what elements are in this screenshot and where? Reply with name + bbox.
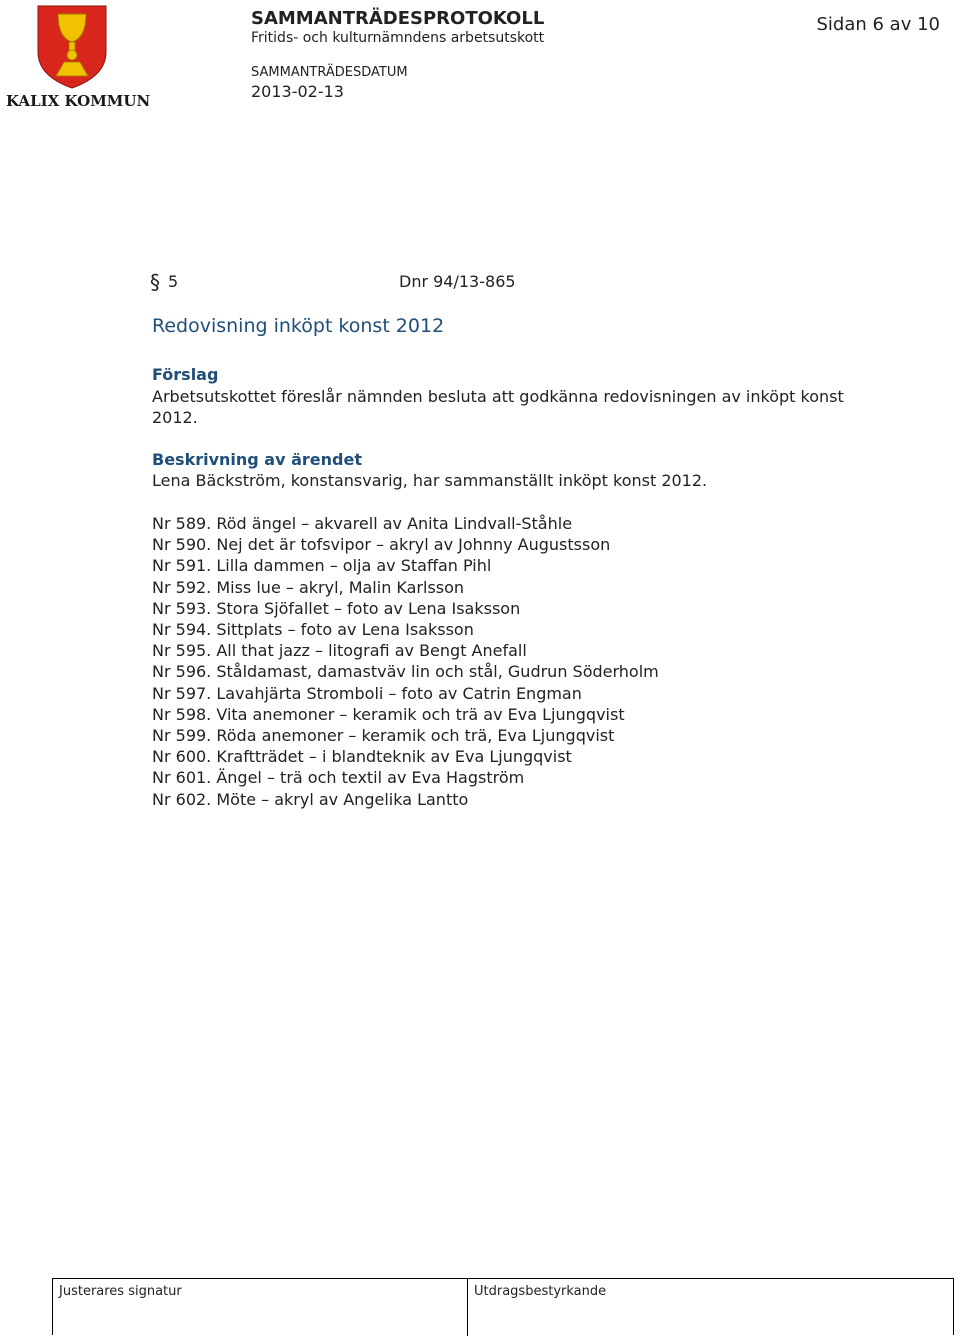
artwork-list — [152, 513, 659, 810]
list-item: Nr 591. Lilla dammen – olja av Staffan Pihl — [152, 556, 492, 576]
footer-divider — [467, 1279, 468, 1336]
proposal-heading: Förslag — [152, 365, 219, 384]
signature-footer — [52, 1278, 954, 1335]
list-item: Nr 593. Stora Sjöfallet – foto av Lena Isaksson — [152, 598, 521, 618]
list-item: Nr 595. All that jazz – litografi av Bengt Anefall — [152, 641, 527, 661]
list-item: Nr 596. Ståldamast, damastväv lin och stål, Gudrun Söderholm — [152, 662, 659, 682]
page-number: Sidan 6 av 10 — [816, 14, 940, 35]
list-item: Nr 600. Kraftträdet – i blandteknik av Eva Ljungqvist — [152, 747, 572, 767]
coat-of-arms-icon — [6, 4, 116, 90]
kalix-kommun-logo — [6, 4, 151, 110]
description-heading: Beskrivning av ärendet — [152, 450, 362, 469]
list-item: Nr 601. Ängel – trä och textil av Eva Hagström — [152, 768, 525, 788]
extract-certification-label: Utdragsbestyrkande — [474, 1284, 607, 1299]
list-item: Nr 602. Möte – akryl av Angelika Lantto — [152, 789, 469, 809]
logo-text: KALIX KOMMUN — [6, 92, 151, 110]
description-text: Lena Bäckström, konstansvarig, har sammanställt inköpt konst 2012. — [152, 471, 708, 490]
proposal-text: Arbetsutskottet föreslår nämnden besluta att godkänna redovisningen av inköpt konst 2012. — [152, 387, 844, 427]
section-title: Redovisning inköpt konst 2012 — [152, 315, 445, 337]
list-item: Nr 594. Sittplats – foto av Lena Isaksson — [152, 620, 474, 640]
meeting-date-label: SAMMANTRÄDESDATUM — [251, 65, 408, 80]
list-item: Nr 592. Miss lue – akryl, Malin Karlsson — [152, 577, 465, 597]
list-item: Nr 589. Röd ängel – akvarell av Anita Lindvall-Ståhle — [152, 514, 573, 533]
list-item: Nr 590. Nej det är tofsvipor – akryl av Johnny Augustsson — [152, 535, 611, 555]
meeting-date: 2013-02-13 — [251, 82, 344, 101]
list-item: Nr 599. Röda anemoner – keramik och trä, Eva Ljungqvist — [152, 726, 615, 746]
list-item: Nr 598. Vita anemoner – keramik och trä av Eva Ljungqvist — [152, 704, 625, 724]
paragraph-symbol: § — [150, 270, 160, 294]
committee-name: Fritids- och kulturnämndens arbetsutskott — [251, 30, 545, 46]
paragraph-number: 5 — [168, 272, 179, 291]
adjuster-signature-label: Justerares signatur — [59, 1284, 182, 1299]
document-type: SAMMANTRÄDESPROTOKOLL — [251, 8, 545, 29]
list-item: Nr 597. Lavahjärta Stromboli – foto av Catrin Engman — [152, 683, 582, 703]
case-number: Dnr 94/13-865 — [399, 272, 516, 291]
